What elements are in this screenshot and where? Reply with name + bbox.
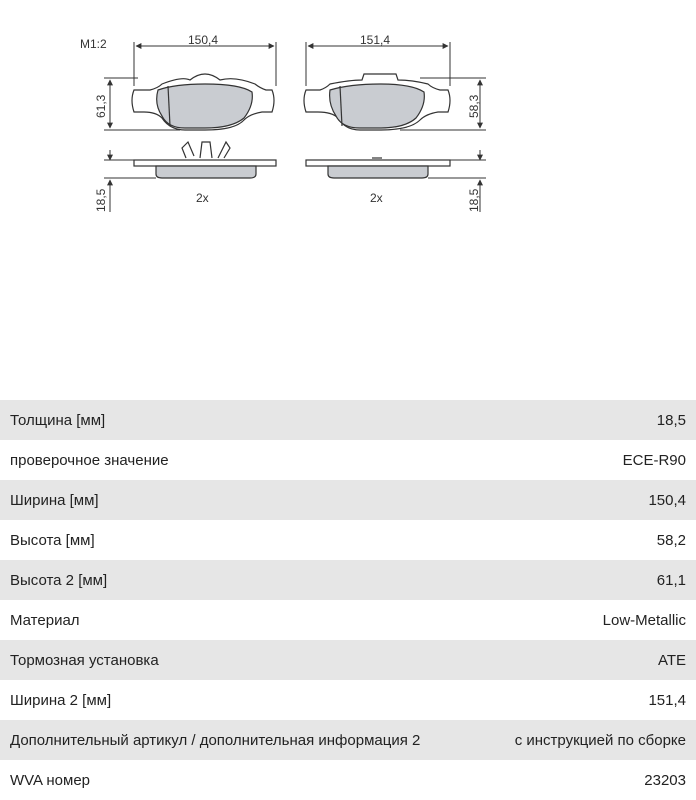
left-pad-front-view bbox=[132, 74, 274, 130]
spec-label: Дополнительный артикул / дополнительная информация 2 bbox=[10, 731, 421, 749]
scale-label: M1:2 bbox=[80, 37, 107, 51]
spec-value: 151,4 bbox=[648, 691, 686, 709]
spec-value: 61,1 bbox=[656, 571, 686, 589]
left-thickness-dimension bbox=[104, 150, 156, 212]
spec-row bbox=[0, 640, 696, 680]
spec-label: Тормозная установка bbox=[10, 651, 159, 669]
spec-label: WVA номер bbox=[10, 771, 91, 789]
spec-value: ECE-R90 bbox=[622, 451, 686, 469]
spec-label: Высота [мм] bbox=[10, 531, 95, 549]
left-width-dimension bbox=[134, 42, 276, 86]
spec-value: 23203 bbox=[644, 771, 686, 789]
specs-table bbox=[0, 400, 696, 800]
spec-value: Low-Metallic bbox=[602, 611, 686, 629]
right-width-dimension bbox=[306, 42, 450, 86]
spec-value: ATE bbox=[657, 651, 686, 669]
right-qty: 2x bbox=[370, 191, 383, 205]
spec-label: Толщина [мм] bbox=[10, 411, 106, 429]
right-height-value: 58,3 bbox=[467, 94, 481, 118]
left-height-value: 61,3 bbox=[94, 94, 108, 118]
right-thickness-value: 18,5 bbox=[467, 188, 481, 212]
right-width-value: 151,4 bbox=[360, 33, 391, 47]
spec-value: с инструкцией по сборке bbox=[514, 731, 686, 749]
right-pad-side-view bbox=[306, 158, 450, 178]
spec-label: Ширина [мм] bbox=[10, 491, 99, 509]
spec-row bbox=[0, 480, 696, 520]
spec-value: 18,5 bbox=[656, 411, 686, 429]
left-pad-side-view bbox=[134, 142, 276, 178]
left-thickness-value: 18,5 bbox=[94, 188, 108, 212]
spec-row bbox=[0, 600, 696, 640]
right-pad-front-view bbox=[304, 74, 450, 130]
spec-row bbox=[0, 440, 696, 480]
spec-label: Высота 2 [мм] bbox=[10, 571, 108, 589]
spec-row bbox=[0, 400, 696, 440]
spec-row bbox=[0, 520, 696, 560]
left-width-value: 150,4 bbox=[188, 33, 219, 47]
spec-row bbox=[0, 680, 696, 720]
spec-value: 58,2 bbox=[656, 531, 686, 549]
spec-value: 150,4 bbox=[648, 491, 686, 509]
spec-label: Материал bbox=[10, 611, 80, 629]
spec-row bbox=[0, 560, 696, 600]
spec-label: Ширина 2 [мм] bbox=[10, 691, 112, 709]
spec-row bbox=[0, 760, 696, 800]
spec-row bbox=[0, 720, 696, 760]
spec-label: проверочное значение bbox=[10, 451, 169, 469]
left-qty: 2x bbox=[196, 191, 209, 205]
